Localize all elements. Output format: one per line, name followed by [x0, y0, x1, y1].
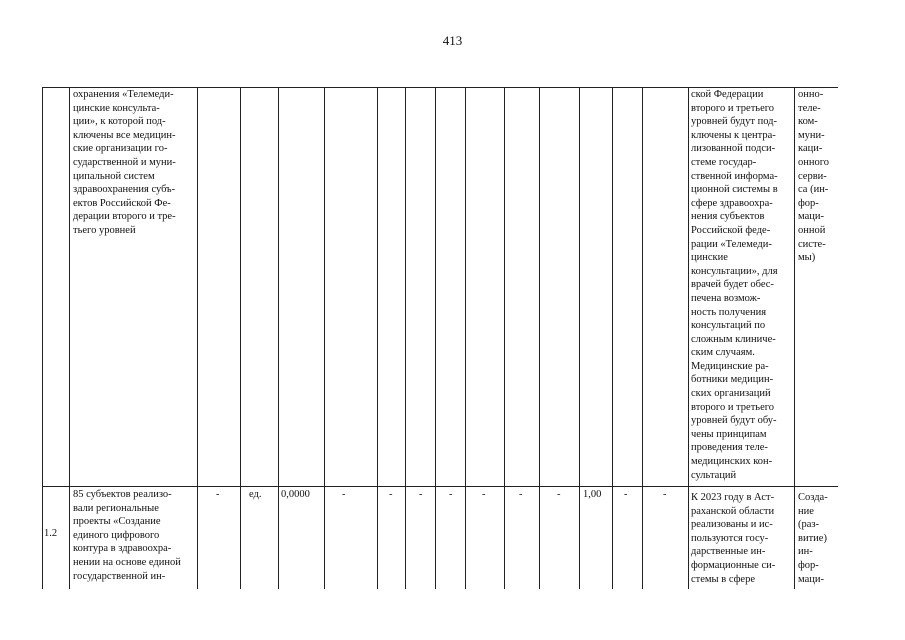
col-line — [579, 87, 580, 589]
row2-description: 85 субъектов реализо- вали региональные проекты «Создание единого цифрового контура в здравоохра- нении на основе единой государственной ин- — [73, 489, 181, 582]
col-line — [642, 87, 643, 589]
col-line — [504, 87, 505, 589]
row2-col12: 1,00 — [583, 489, 602, 500]
col-line — [240, 87, 241, 589]
col-line — [688, 87, 689, 589]
row2-col8: - — [449, 489, 453, 500]
col-line — [197, 87, 198, 589]
row2-col14: - — [663, 489, 667, 500]
col-line — [539, 87, 540, 589]
col-line — [69, 87, 70, 589]
indicators-table — [42, 87, 838, 589]
col-line — [405, 87, 406, 589]
row2-result: К 2023 году в Аст- раханской области реализованы и ис- пользуются госу- дарственные ин- формационные си- стемы в сфере — [691, 492, 776, 585]
col-line — [42, 87, 43, 589]
row2-number: 1.2 — [44, 528, 58, 539]
row2-col6: - — [389, 489, 393, 500]
row2-type: Созда- ние (раз- витие) ин- фор- маци- — [798, 492, 828, 585]
row2-col7: - — [419, 489, 423, 500]
row1-type: онно- теле- ком- муни- каци- онного серви- са (ин- фор- маци- онной систе- мы) — [798, 89, 830, 264]
page-number: 413 — [442, 33, 463, 48]
row2-col5: - — [342, 489, 346, 500]
col-line — [377, 87, 378, 589]
row2-col10: - — [519, 489, 523, 500]
row1-description: охранения «Телемеди- цинские консульта- ции», к которой под- ключены все медицин- ские организации го- сударственной и муни- ципальной систем здравоохранения субъ- ектов Российской Фе- дерации второго и тре- тьего уровней — [73, 89, 176, 236]
row2-col13: - — [624, 489, 628, 500]
row-divider — [42, 486, 838, 487]
row2-unit: ед. — [249, 489, 262, 500]
row2-col9: - — [482, 489, 486, 500]
col-line — [465, 87, 466, 589]
col-line — [612, 87, 613, 589]
row2-col-dash: - — [216, 489, 220, 500]
col-line — [278, 87, 279, 589]
row2-col11: - — [557, 489, 561, 500]
col-line — [794, 87, 795, 589]
row1-result: ской Федерации второго и третьего уровней будут под- ключены к центра- лизованной подси- стеме государ- ственной информа- ционной системы в сфере здравоохра- нения субъектов Российской феде- рации «Телемеди- цинские консультации», для врачей будет обес- печена возмож- ность получения консультаций по сложным клиниче- ским случаям. Медицинские ра- ботники медицин- ских организаций второго и третьего уровней будут обу- чены принципам проведения теле- медицинских кон- сультаций — [691, 89, 778, 481]
col-line — [324, 87, 325, 589]
row2-base: 0,0000 — [281, 489, 310, 500]
col-line — [435, 87, 436, 589]
